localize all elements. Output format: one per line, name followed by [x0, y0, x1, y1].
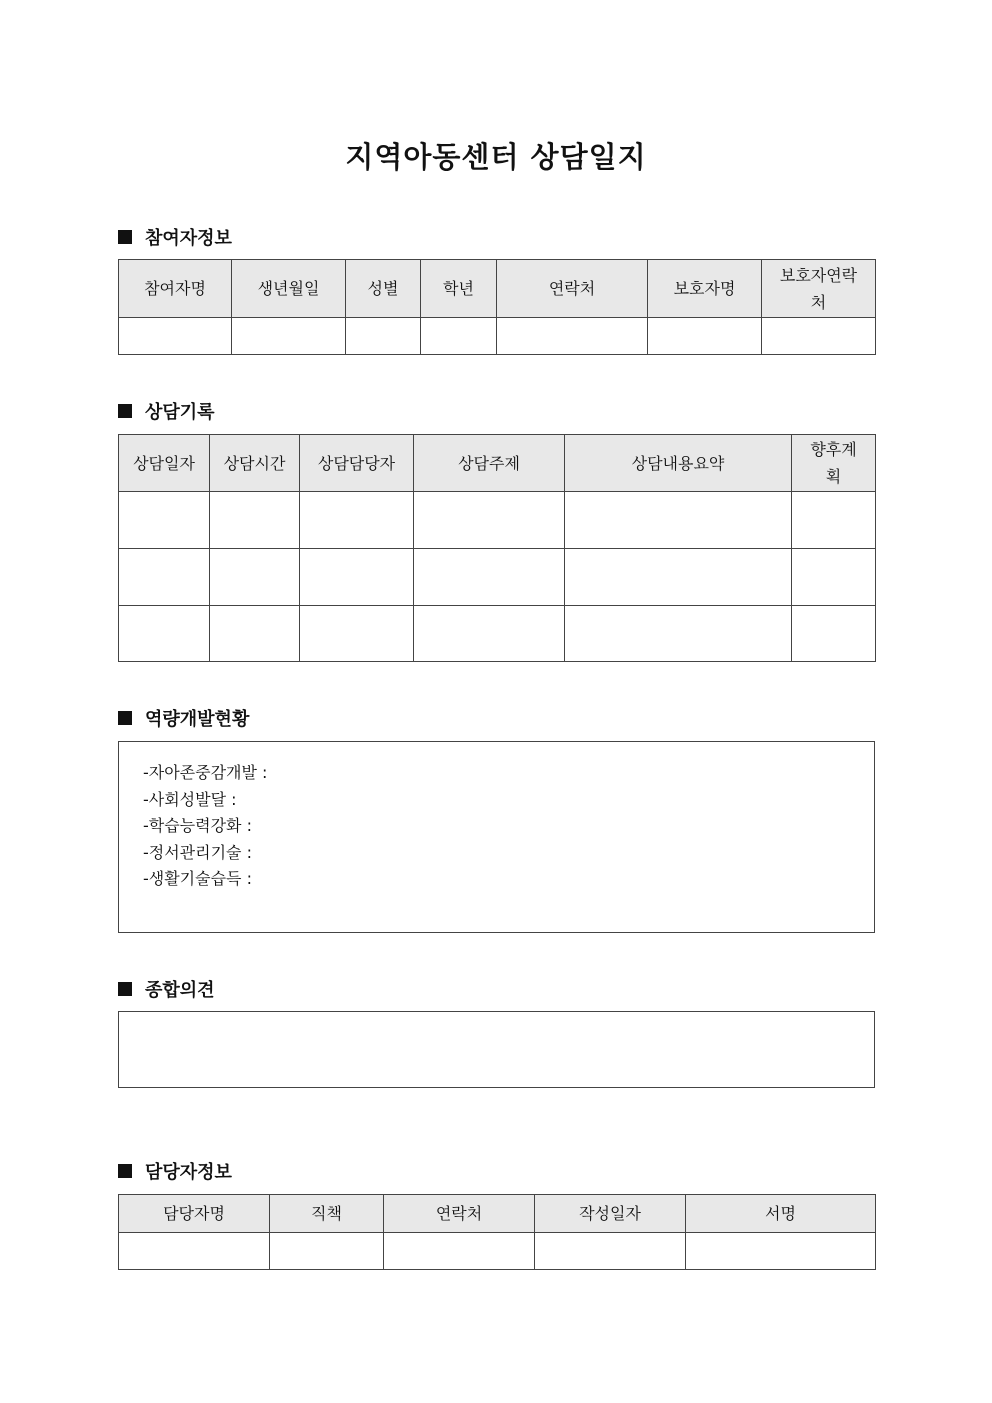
square-bullet-icon — [118, 230, 132, 244]
input-cell[interactable] — [762, 318, 876, 355]
page-title: 지역아동센터 상담일지 — [345, 140, 647, 174]
input-cell[interactable] — [535, 1233, 686, 1270]
header-cell: 연락처 — [384, 1195, 535, 1233]
section-title: 담당자정보 — [145, 1162, 232, 1183]
header-cell: 생년월일 — [232, 260, 346, 318]
header-cell: 작성일자 — [535, 1195, 686, 1233]
section-heading-staff — [118, 1158, 232, 1184]
input-cell[interactable] — [648, 318, 762, 355]
input-cell[interactable] — [421, 318, 497, 355]
competency-item: -자아존중감개발 : — [143, 763, 268, 782]
input-cell[interactable] — [270, 1233, 384, 1270]
competency-item: -정서관리기술 : — [143, 842, 252, 862]
input-cell[interactable] — [300, 549, 414, 606]
input-cell[interactable] — [497, 318, 648, 355]
opinion-box[interactable] — [118, 1011, 875, 1088]
section-title: 상담기록 — [145, 402, 215, 423]
input-cell[interactable] — [792, 492, 876, 549]
input-cell[interactable] — [565, 606, 792, 662]
square-bullet-icon — [118, 404, 132, 418]
competency-item: -사회성발달 : — [143, 789, 237, 809]
input-cell[interactable] — [119, 1233, 270, 1270]
header-cell: 보호자연락 처 — [762, 260, 876, 318]
competency-item: -생활기술습득 : — [143, 869, 252, 888]
input-cell[interactable] — [565, 492, 792, 549]
header-cell: 상담일자 — [119, 435, 210, 492]
counseling-table — [118, 434, 876, 662]
input-cell[interactable] — [346, 318, 421, 355]
input-cell[interactable] — [414, 492, 565, 549]
section-heading-participant — [118, 224, 232, 250]
header-cell: 향후계 획 — [792, 435, 876, 492]
header-cell: 보호자명 — [648, 260, 762, 318]
input-cell[interactable] — [414, 606, 565, 662]
input-cell[interactable] — [792, 606, 876, 662]
input-cell[interactable] — [384, 1233, 535, 1270]
signature-cell[interactable] — [686, 1233, 876, 1270]
staff-table — [118, 1194, 876, 1270]
header-cell: 상담내용요약 — [565, 435, 792, 492]
header-cell: 연락처 — [497, 260, 648, 318]
section-title: 참여자정보 — [145, 228, 232, 249]
input-cell[interactable] — [232, 318, 346, 355]
input-cell[interactable] — [119, 606, 210, 662]
input-cell[interactable] — [210, 606, 300, 662]
participant-table — [118, 259, 876, 355]
competency-item: -학습능력강화 : — [143, 816, 252, 835]
header-cell: 담당자명 — [119, 1195, 270, 1233]
header-cell: 상담담당자 — [300, 435, 414, 492]
input-cell[interactable] — [119, 492, 210, 549]
input-cell[interactable] — [300, 606, 414, 662]
header-cell: 참여자명 — [119, 260, 232, 318]
header-cell: 성별 — [346, 260, 421, 318]
section-heading-competency — [118, 705, 249, 731]
input-cell[interactable] — [300, 492, 414, 549]
input-cell[interactable] — [414, 549, 565, 606]
header-cell: 서명 — [686, 1195, 876, 1233]
header-cell: 직책 — [270, 1195, 384, 1233]
header-cell: 학년 — [421, 260, 497, 318]
section-title: 역량개발현황 — [145, 709, 250, 730]
input-cell[interactable] — [119, 549, 210, 606]
section-title: 종합의견 — [145, 980, 215, 1001]
input-cell[interactable] — [792, 549, 876, 606]
section-heading-opinion — [118, 976, 215, 1002]
input-cell[interactable] — [119, 318, 232, 355]
header-cell: 상담주제 — [414, 435, 565, 492]
header-cell: 상담시간 — [210, 435, 300, 492]
square-bullet-icon — [118, 711, 132, 725]
square-bullet-icon — [118, 982, 132, 996]
section-heading-counseling — [118, 398, 215, 424]
square-bullet-icon — [118, 1164, 132, 1178]
competency-box[interactable] — [118, 741, 875, 933]
input-cell[interactable] — [565, 549, 792, 606]
input-cell[interactable] — [210, 549, 300, 606]
input-cell[interactable] — [210, 492, 300, 549]
